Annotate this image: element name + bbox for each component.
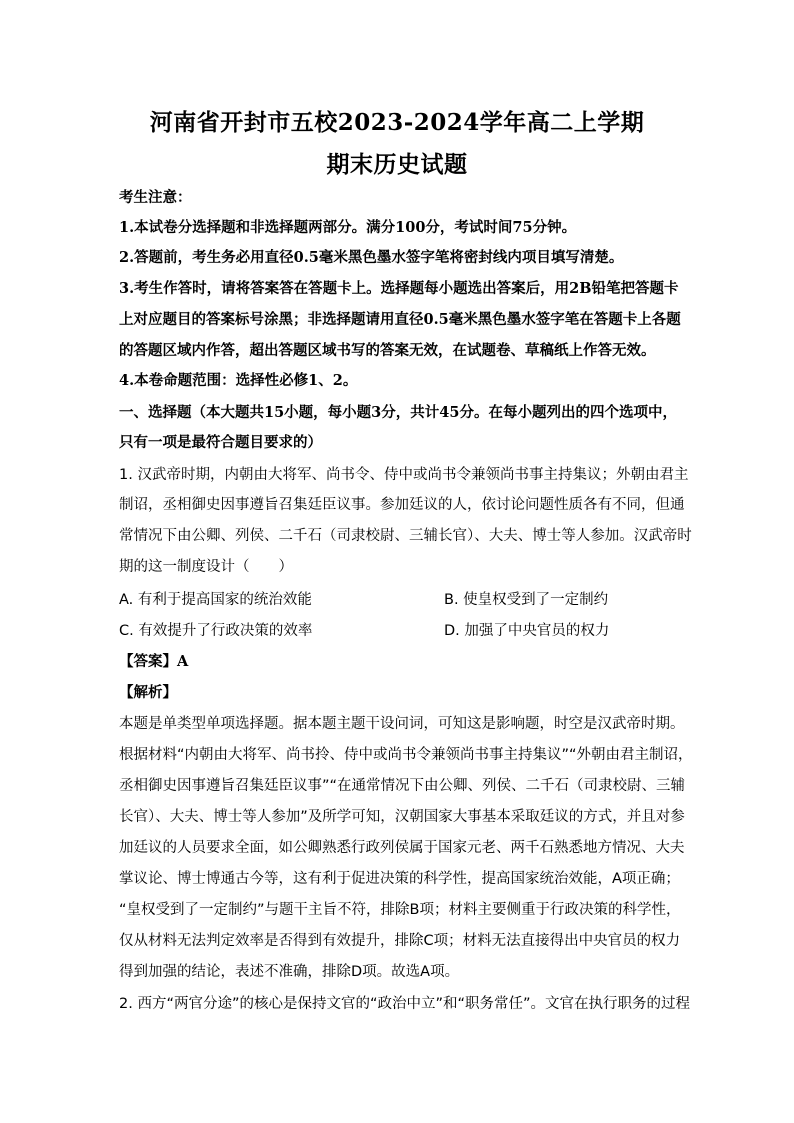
q1-analysis-line1: 本题是单类型单项选择题。据本题主题干设问词，可知这是影响题，时空是汉武帝时期。 xyxy=(119,716,685,732)
q1-analysis-line6: 掌议论、博士博通古今等，这有利于促进决策的科学性，提高国家统治效能，A项正确； xyxy=(119,871,680,887)
q1-stem-line3: 常情况下由公卿、列侯、二千石（司隶校尉、三辅长官）、大夫、博士等人参加。汉武帝时 xyxy=(119,528,692,544)
notice-heading: 考生注意： xyxy=(119,189,192,206)
q1-option-b: B. 使皇权受到了一定制约 xyxy=(444,592,609,608)
q1-analysis-line5: 加廷议的人员要求全面，如公卿熟悉行政列侯属于国家元老、两千石熟悉地方情况、大夫 xyxy=(119,840,685,856)
q1-analysis-heading: 【解析】 xyxy=(119,684,177,701)
note-3a: 3.考生作答时，请将答案答在答题卡上。选择题每小题选出答案后，用2B铅笔把答题卡 xyxy=(119,280,679,297)
q1-analysis-line3: 丞相御史因事遵旨召集廷臣议事”“在通常情况下由公卿、列侯、二千石（司隶校尉、三辅 xyxy=(119,778,686,794)
q1-option-d: D. 加强了中央官员的权力 xyxy=(444,623,610,639)
section-heading-2: 只有一项是最符合题目要求的） xyxy=(119,434,322,451)
note-3b: 上对应题目的答案标号涂黑；非选择题请用直径0.5毫米黑色墨水签字笔在答题卡上各题 xyxy=(119,311,681,328)
q1-analysis-line8: 仅从材料无法判定效率是否得到有效提升，排除C项；材料无法直接得出中央官员的权力 xyxy=(119,933,681,949)
note-4: 4.本卷命题范围：选择性必修1、2。 xyxy=(119,372,358,389)
q1-analysis-line4: 长官）、大夫、博士等人参加”及所学可知，汉朝国家大事基本采取廷议的方式，并且对参 xyxy=(119,809,685,825)
q1-option-a: A. 有利于提高国家的统治效能 xyxy=(119,592,312,608)
exam-title-line2: 期末历史试题 xyxy=(326,151,468,178)
q1-analysis-line7: “皇权受到了一定制约”与题干主旨不符，排除B项；材料主要侧重于行政决策的科学性， xyxy=(119,902,681,918)
q1-stem-line4: 期的这一制度设计（ ） xyxy=(119,559,293,575)
section-heading-1: 一、选择题（本大题共15小题，每小题3分，共计45分。在每小题列出的四个选项中， xyxy=(119,404,677,421)
note-1: 1.本试卷分选择题和非选择题两部分。满分100分，考试时间75分钟。 xyxy=(119,219,577,236)
q1-option-c: C. 有效提升了行政决策的效率 xyxy=(119,623,313,639)
note-3c: 的答题区域内作答，超出答题区域书写的答案无效，在试题卷、草稿纸上作答无效。 xyxy=(119,342,656,359)
q1-analysis-line9: 得到加强的结论，表述不准确，排除D项。故选A项。 xyxy=(119,964,460,980)
exam-title-line1: 河南省开封市五校2023-2024学年高二上学期 xyxy=(149,109,645,136)
q1-stem-line2: 制诏，丞相御史因事遵旨召集廷臣议事。参加廷议的人，依讨论问题性质各有不同，但通 xyxy=(119,497,685,513)
note-2: 2.答题前，考生务必用直径0.5毫米黑色墨水签字笔将密封线内项目填写清楚。 xyxy=(119,249,624,266)
q1-answer: 【答案】A xyxy=(119,653,189,670)
q1-stem-line1: 1. 汉武帝时期，内朝由大将军、尚书令、侍中或尚书令兼领尚书事主持集议；外朝由君主 xyxy=(119,467,689,483)
q1-analysis-line2: 根据材料“内朝由大将军、尚书拎、侍中或尚书令兼领尚书事主持集议”“外朝由君主制诏， xyxy=(119,747,693,763)
q2-stem-line1: 2. 西方“两官分途”的核心是保持文官的“政治中立”和“职务常任”。文官在执行职务的过程 xyxy=(119,996,691,1012)
